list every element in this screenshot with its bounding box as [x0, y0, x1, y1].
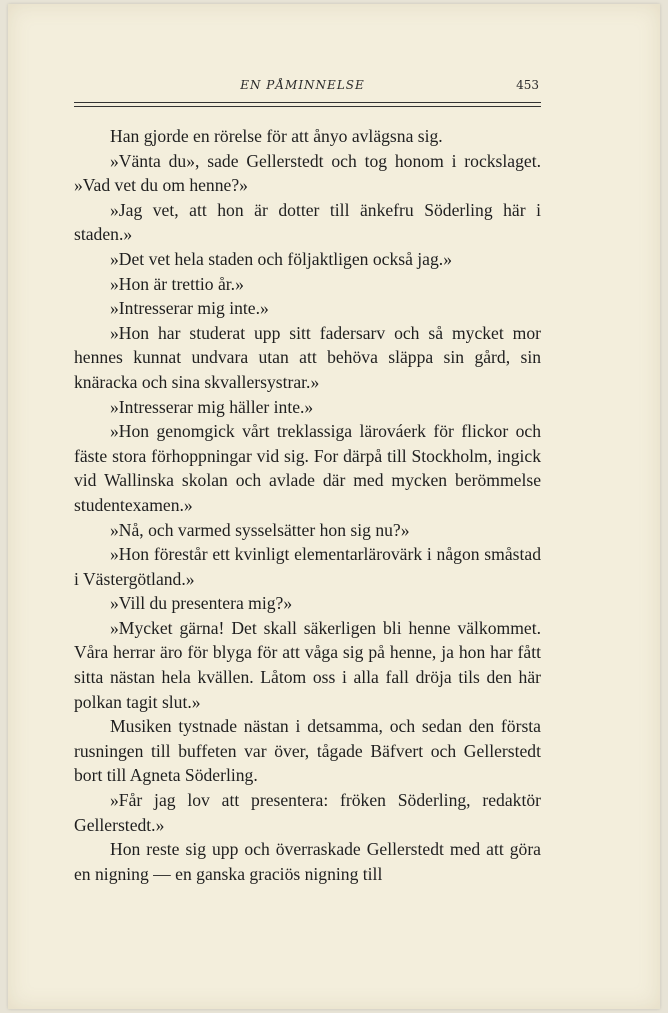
- paragraph: »Hon genomgick vårt treklassiga lärováerk för flickor och fäste stora förhoppningar vid sig. For därpå till Stockholm, ingick vid Wallinska skolan och avlade där med mycken berömmelse studentexamen.»: [74, 421, 541, 515]
- header-rule-bottom: [74, 106, 541, 107]
- book-page: [8, 4, 660, 1009]
- paragraph: »Hon är trettio år.»: [110, 273, 244, 294]
- paragraph: »Hon förestår ett kvinligt elementarlärovärk i någon småstad i Västergötland.»: [74, 544, 541, 589]
- paragraph: Musiken tystnade nästan i detsamma, och sedan den första rusningen till buffeten var över, tågade Bäfvert och Gellerstedt bort till Agneta Söderling.: [74, 716, 541, 786]
- body-text: [74, 124, 541, 886]
- paragraph: Han gjorde en rörelse för att ånyo avlägsna sig.: [110, 126, 443, 146]
- page-header: [66, 78, 539, 98]
- paragraph: »Hon har studerat upp sitt fadersarv och så mycket mor hennes kunnat undvara utan att behöva släppa sin gård, sin knäracka och sina skvallersystrar.»: [74, 322, 541, 392]
- paragraph: »Vänta du», sade Gellerstedt och tog honom i rockslaget. »Vad vet du om henne?»: [74, 150, 541, 196]
- paragraph: »Får jag lov att presentera: fröken Söderling, redaktör Gellerstedt.»: [74, 790, 541, 835]
- paragraph: »Det vet hela staden och följaktligen också jag.»: [110, 248, 452, 269]
- paragraph: »Intresserar mig häller inte.»: [110, 396, 314, 417]
- header-rule-top: [74, 102, 541, 103]
- paragraph: »Intresserar mig inte.»: [110, 298, 269, 319]
- paragraph: »Vill du presentera mig?»: [110, 593, 293, 614]
- page-number: 453: [516, 78, 539, 92]
- paragraph: »Jag vet, att hon är dotter till änkefru Söderling här i staden.»: [74, 199, 541, 245]
- paragraph: »Mycket gärna! Det skall säkerligen bli henne välkommet. Våra herrar äro för blyga för att våga sig på henne, ja hon har fått sitta nästan hela kvällen. Låtom oss i alla fall dröja tils den här polkan tagit slut.»: [74, 617, 541, 712]
- running-title: EN PÅMINNELSE: [240, 78, 365, 92]
- paragraph: »Nå, och varmed sysselsätter hon sig nu?»: [110, 519, 410, 540]
- paragraph: Hon reste sig upp och överraskade Gellerstedt med att göra en nigning — en ganska graciös nigning till: [74, 839, 541, 884]
